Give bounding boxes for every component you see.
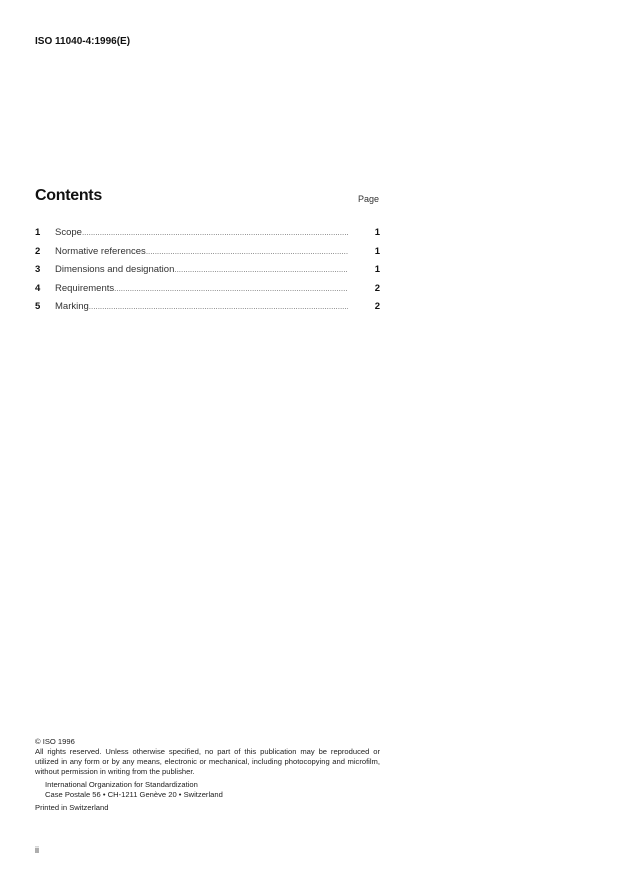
toc-number: 3 — [35, 264, 41, 276]
organization-name: International Organization for Standardization — [45, 780, 198, 789]
toc-label: Marking — [55, 301, 89, 313]
toc-page: 1 — [374, 245, 380, 257]
copyright-line: © ISO 1996 — [35, 737, 75, 746]
toc-entry[interactable] — [35, 227, 380, 246]
table-of-contents — [35, 227, 380, 320]
toc-number: 4 — [35, 282, 41, 294]
rights-statement: All rights reserved. Unless otherwise specified, no part of this publication may be reproduced or utilized in any form or by any means, electronic or mechanical, including photocopying and microfilm, without permission in writing from the publisher. — [35, 747, 380, 776]
contents-title: Contents — [35, 187, 102, 204]
document-header: ISO 11040-4:1996(E) — [35, 36, 131, 47]
toc-label: Dimensions and designation — [55, 264, 175, 276]
toc-page: 2 — [374, 282, 380, 294]
toc-number: 2 — [35, 245, 41, 257]
copyright-notice — [35, 737, 380, 813]
page-column-label: Page — [358, 194, 380, 204]
toc-label: Requirements — [55, 282, 115, 294]
page-number: ii — [35, 845, 39, 855]
toc-entry[interactable] — [35, 283, 380, 302]
dot-leader — [114, 284, 348, 293]
dot-leader — [89, 302, 348, 311]
toc-entry[interactable] — [35, 264, 380, 283]
organization-address: Case Postale 56 • CH-1211 Genève 20 • Switzerland — [45, 790, 223, 799]
dot-leader — [82, 228, 348, 237]
toc-entry[interactable] — [35, 246, 380, 265]
dot-leader — [146, 247, 348, 256]
toc-entry[interactable] — [35, 301, 380, 320]
printed-in: Printed in Switzerland — [35, 803, 109, 812]
toc-number: 5 — [35, 301, 41, 313]
toc-page: 1 — [374, 264, 380, 276]
toc-label: Normative references — [55, 245, 146, 257]
toc-number: 1 — [35, 227, 41, 238]
dot-leader — [174, 265, 348, 274]
toc-page: 1 — [374, 227, 380, 238]
toc-label: Scope — [55, 227, 82, 238]
toc-page: 2 — [374, 301, 380, 313]
